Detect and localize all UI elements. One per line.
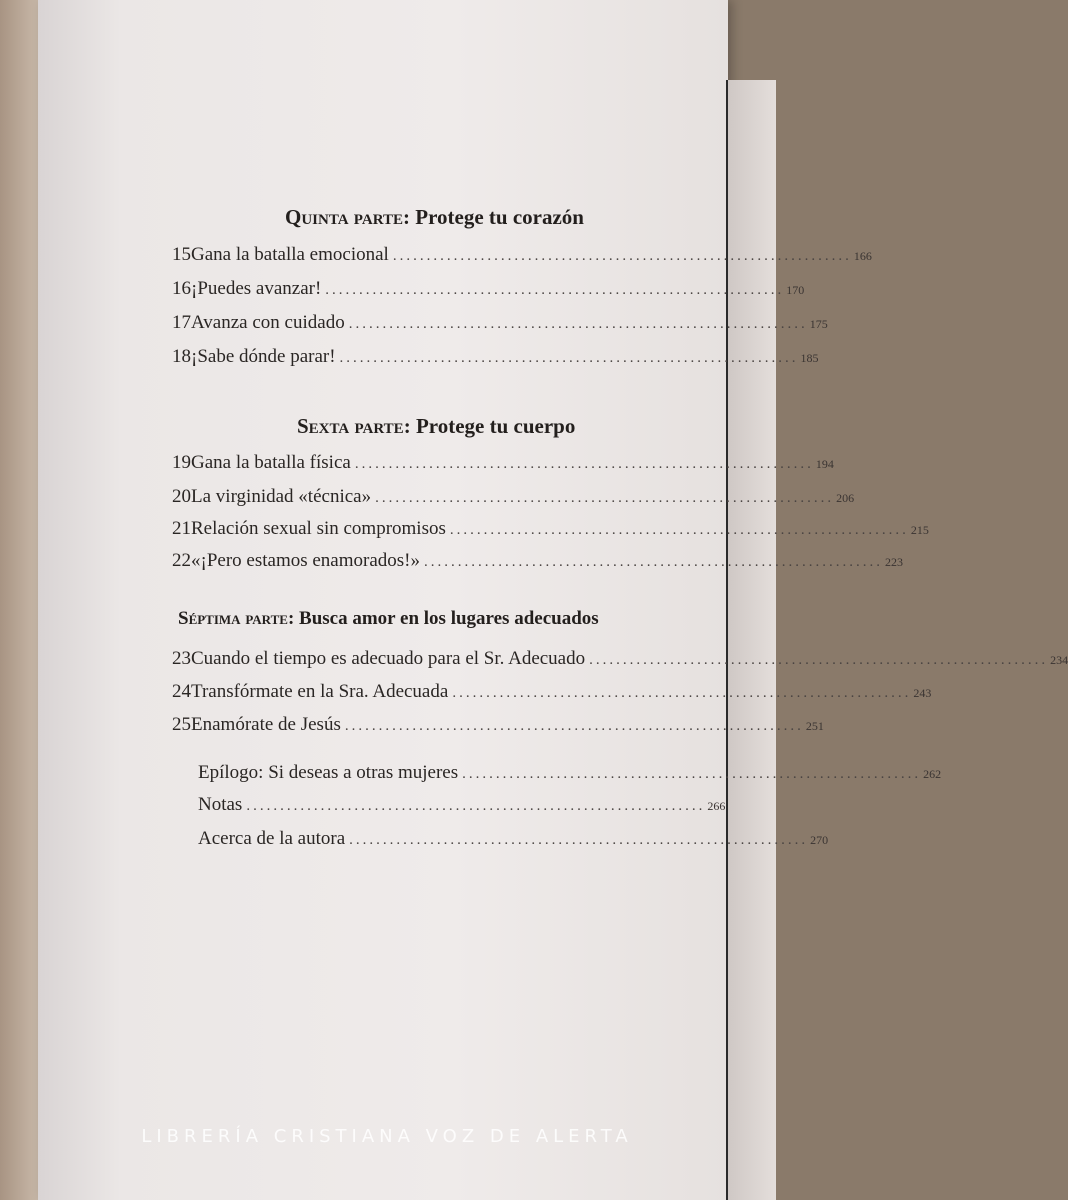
leader-dots: .................................................................... [449,522,909,538]
entry-number: 21 [172,518,191,539]
entry-page: 243 [913,686,932,700]
section-prefix: Quinta parte: [285,205,411,229]
leader-dots: .................................................................... [424,554,883,570]
entry-label: Relación sexual sin compromisos [191,518,446,539]
toc-entry[interactable] [172,681,932,703]
entry-number: 16 [172,278,191,299]
toc-entry[interactable] [172,648,1068,670]
leader-dots: .................................................................... [354,456,814,472]
entry-label: «¡Pero estamos enamorados!» [191,550,420,571]
section-title-sexta [297,414,575,439]
toc-entry-about-author[interactable] [198,828,829,850]
leader-dots: .................................................................... [462,766,922,782]
toc-entry[interactable] [172,452,834,474]
section-title-quinta [285,205,584,230]
section-name: Protege tu corazón [410,205,584,229]
entry-page: 175 [809,317,828,331]
leader-dots: .................................................................... [246,798,706,814]
leader-dots: .................................................................... [452,685,912,701]
toc-entry-epilogue[interactable] [198,762,942,784]
entry-page: 206 [836,491,855,505]
entry-page: 251 [805,719,824,733]
leader-dots: .................................................................... [392,248,852,264]
entry-page: 266 [707,799,726,813]
section-name: Protege tu cuerpo [410,414,576,438]
entry-label: ¡Puedes avanzar! [191,278,322,299]
section-name: Busca amor en los lugares adecuados [294,608,599,629]
leader-dots: .................................................................... [325,282,785,298]
entry-page: 262 [923,767,942,781]
entry-number: 20 [172,486,191,507]
entry-number: 17 [172,312,191,333]
toc-entry-notes[interactable] [198,794,726,816]
entry-page: 223 [885,555,903,569]
entry-label: La virginidad «técnica» [191,486,372,507]
entry-page: 166 [853,249,872,263]
entry-label: Gana la batalla física [191,452,351,473]
section-title-septima [178,608,599,630]
toc-entry[interactable] [172,550,903,572]
entry-number: 24 [172,681,191,702]
entry-label: Gana la batalla emocional [191,244,389,265]
toc-entry[interactable] [172,518,929,540]
entry-label: Cuando el tiempo es adecuado para el Sr. Adecuado [191,648,586,669]
entry-label: Avanza con cuidado [191,312,345,333]
entry-number: 18 [172,346,191,367]
entry-page: 215 [910,523,929,537]
entry-number: 25 [172,714,191,735]
entry-page: 170 [786,283,805,297]
toc-entry[interactable] [172,312,828,334]
entry-number: 19 [172,452,191,473]
leader-dots: .................................................................... [344,718,804,734]
entry-page: 194 [815,457,834,471]
leader-dots: .................................................................... [339,350,799,366]
toc-entry[interactable] [172,244,872,266]
entry-label: Notas [198,794,243,815]
entry-number: 15 [172,244,191,265]
toc-entry[interactable] [172,278,805,300]
entry-label: Enamórate de Jesús [191,714,341,735]
entry-number: 23 [172,648,191,669]
leader-dots: .................................................................... [348,316,808,332]
watermark: LIBRERÍA CRISTIANA VOZ DE ALERTA [141,1126,633,1147]
leader-dots: .................................................................... [349,832,809,848]
entry-label: Epílogo: Si deseas a otras mujeres [198,762,459,783]
leader-dots: .................................................................... [375,490,835,506]
section-prefix: Sexta parte: [297,414,411,438]
entry-label: Acerca de la autora [198,828,346,849]
toc-entry[interactable] [172,486,855,508]
entry-number: 22 [172,550,191,571]
entry-page: 234 [1050,653,1068,667]
section-prefix: Séptima parte: [178,608,295,629]
entry-label: ¡Sabe dónde parar! [191,346,336,367]
entry-page: 185 [800,351,819,365]
leader-dots: .................................................................... [589,652,1049,668]
entry-label: Transfórmate en la Sra. Adecuada [191,681,449,702]
toc-entry[interactable] [172,714,824,736]
entry-page: 270 [810,833,829,847]
toc-entry[interactable] [172,346,819,368]
